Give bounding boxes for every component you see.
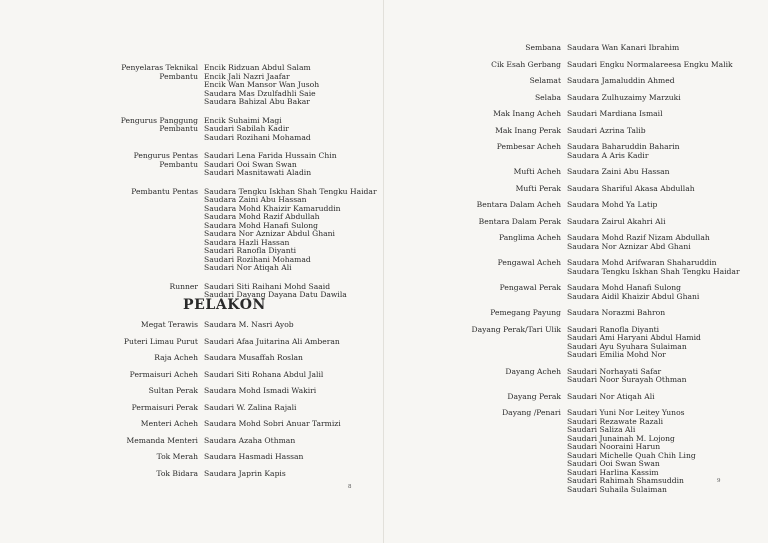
credit-name: Saudari Saliza Ali bbox=[567, 425, 636, 434]
credit-names bbox=[567, 185, 768, 194]
credit-name: Saudara Nor Aznizar Abdul Ghani bbox=[204, 229, 335, 238]
credit-row bbox=[384, 201, 768, 210]
credit-role: Pembantu bbox=[159, 71, 198, 81]
credit-role: Pembantu Pentas bbox=[131, 186, 198, 196]
credit-name: Saudari Suhaila Sulaiman bbox=[567, 484, 667, 494]
credit-row bbox=[0, 371, 383, 380]
credit-names bbox=[204, 437, 383, 446]
credit-names bbox=[204, 338, 383, 347]
credit-role: Dayang Acheh bbox=[505, 366, 561, 376]
credit-names bbox=[567, 234, 768, 251]
cast-heading: PELAKON bbox=[183, 297, 266, 313]
credit-role: Sembana bbox=[525, 43, 561, 52]
credit-name: Saudara Mohd Khaizir Kamaruddin bbox=[204, 203, 341, 213]
credit-name: Saudari Sabilah Kadir bbox=[204, 124, 289, 133]
credit-names bbox=[204, 354, 383, 363]
credit-name: Encik Suhaimi Magi bbox=[204, 115, 282, 125]
credit-row bbox=[384, 185, 768, 194]
credit-names bbox=[567, 44, 768, 53]
credit-name: Saudari Ami Haryani Abdul Hamid bbox=[567, 333, 701, 342]
credit-names bbox=[567, 201, 768, 210]
credit-role: Permaisuri Acheh bbox=[129, 369, 198, 379]
credit-name: Saudara Japrin Kapis bbox=[204, 468, 286, 478]
credit-row bbox=[384, 393, 768, 402]
credit-role: Selaba bbox=[534, 92, 561, 102]
credit-role: Sultan Perak bbox=[148, 386, 198, 395]
credit-name: Encik Jali Nazri Jaafar bbox=[204, 71, 290, 81]
credit-row bbox=[384, 234, 768, 251]
credit-row bbox=[0, 420, 383, 429]
cast-list-right bbox=[384, 44, 768, 494]
credit-name: Encik Wan Mansor Wan Jusoh bbox=[204, 80, 320, 89]
credit-name: Saudara Mohd Ya Latip bbox=[567, 200, 658, 209]
credit-row bbox=[384, 44, 768, 53]
credit-name: Saudari Nor Atiqah Ali bbox=[204, 263, 292, 272]
page-number-left: 8 bbox=[348, 484, 352, 490]
credit-names bbox=[567, 259, 768, 276]
credit-names bbox=[567, 409, 768, 494]
credit-names bbox=[204, 371, 383, 380]
credit-role: Pengawal Acheh bbox=[497, 258, 561, 267]
credit-row bbox=[0, 387, 383, 396]
credit-role: Dayang Perak/Tari Ulik bbox=[471, 324, 561, 334]
credit-name: Saudara Aidil Khaizir Abdul Ghani bbox=[567, 291, 700, 301]
credit-name: Saudara Mohd Razif Abdullah bbox=[204, 212, 320, 221]
credit-names bbox=[567, 94, 768, 103]
credit-name: Saudara Mas Dzulfadhli Saie bbox=[204, 88, 316, 98]
credit-name: Saudara Azaha Othman bbox=[204, 435, 296, 445]
credit-name: Saudari Rozihani Mohamad bbox=[204, 132, 311, 142]
credit-names bbox=[567, 110, 768, 119]
credit-name: Saudara Mohd Ismadi Wakiri bbox=[204, 386, 317, 395]
credit-row bbox=[384, 368, 768, 385]
credit-names bbox=[204, 404, 383, 413]
credit-names bbox=[567, 309, 768, 318]
credit-row bbox=[0, 470, 383, 479]
credit-name: Saudari Ranofla Diyanti bbox=[567, 324, 660, 334]
credit-row bbox=[384, 110, 768, 119]
credit-role: Pengurus Pentas bbox=[133, 151, 198, 160]
credit-role: Dayang /Penari bbox=[502, 408, 561, 417]
credit-row bbox=[0, 437, 383, 446]
credit-names bbox=[567, 284, 768, 301]
credit-names bbox=[567, 393, 768, 402]
credit-role: Pembesar Acheh bbox=[496, 142, 561, 151]
credit-name: Saudara Zairul Akahri Ali bbox=[567, 216, 666, 226]
credit-name: Saudari Nor Atiqah Ali bbox=[567, 391, 655, 401]
credit-name: Saudara Norazmi Bahron bbox=[567, 308, 666, 317]
credit-role: Tok Merah bbox=[156, 452, 198, 461]
credit-name: Saudara Jamaluddin Ahmed bbox=[567, 76, 675, 85]
credit-row bbox=[384, 168, 768, 177]
credit-name: Saudara Zulhuzaimy Marzuki bbox=[567, 92, 681, 102]
credit-name: Saudara Mohd Hanafi Sulong bbox=[204, 220, 318, 230]
right-page bbox=[384, 0, 768, 543]
credit-name: Saudari Lena Farida Hussain Chin bbox=[204, 151, 337, 160]
credit-role: Memanda Menteri bbox=[126, 435, 198, 445]
credit-role: Megat Terawis bbox=[140, 320, 198, 329]
credit-name: Saudari Harlina Kassim bbox=[567, 467, 659, 477]
credit-row bbox=[0, 73, 383, 107]
credit-name: Saudara Zaini Abu Hassan bbox=[567, 167, 670, 176]
credit-name: Saudara M. Nasri Ayob bbox=[204, 320, 294, 329]
credit-name: Saudari Emilia Mohd Nor bbox=[567, 350, 666, 359]
credit-names bbox=[567, 168, 768, 177]
credit-names bbox=[204, 420, 383, 429]
credit-row bbox=[384, 77, 768, 86]
credit-role: Pengurus Panggung bbox=[120, 115, 198, 125]
credit-role: Puteri Limau Purut bbox=[123, 336, 198, 346]
credit-name: Saudari Ooi Swan Swan bbox=[567, 459, 660, 468]
credit-name: Saudari Junainah M. Lojong bbox=[567, 433, 675, 443]
credit-role: Pembantu bbox=[159, 159, 198, 169]
credit-name: Saudara Hazli Hassan bbox=[204, 237, 290, 247]
credit-name: Saudari Norhayati Safar bbox=[567, 366, 662, 376]
credit-row bbox=[0, 321, 383, 330]
credit-role: Menteri Acheh bbox=[140, 419, 198, 428]
credit-role: Runner bbox=[169, 281, 198, 291]
credit-names bbox=[567, 77, 768, 86]
credit-names bbox=[204, 470, 383, 479]
credit-names bbox=[567, 61, 768, 70]
credit-row bbox=[384, 127, 768, 136]
credit-names bbox=[204, 73, 383, 107]
credit-name: Saudari Siti Raihani Mohd Saaid bbox=[204, 281, 331, 291]
credit-names bbox=[204, 188, 383, 273]
credit-names bbox=[567, 326, 768, 360]
credit-name: Saudari Masnitawati Aladin bbox=[204, 168, 312, 177]
credit-name: Saudara Nor Aznizar Abd Ghani bbox=[567, 241, 691, 251]
credit-names bbox=[204, 125, 383, 142]
credit-name: Saudari Siti Rohana Abdul Jalil bbox=[204, 369, 324, 379]
credit-role: Raja Acheh bbox=[154, 353, 198, 362]
credit-row bbox=[384, 61, 768, 70]
credit-name: Saudari Rahimah Shamsuddin bbox=[567, 476, 684, 485]
credit-name: Saudara A Aris Kadir bbox=[567, 150, 649, 160]
credit-names bbox=[567, 127, 768, 136]
credit-row bbox=[0, 354, 383, 363]
credit-role: Pemegang Payung bbox=[490, 308, 561, 317]
credit-row bbox=[0, 125, 383, 142]
credit-role: Mak Inang Acheh bbox=[493, 109, 561, 118]
credit-name: Saudara Mohd Arifwaran Shaharuddin bbox=[567, 258, 717, 267]
credit-row bbox=[384, 259, 768, 276]
credit-name: Saudara Zaini Abu Hassan bbox=[204, 195, 307, 204]
credit-name: Saudari Nooraini Harun bbox=[567, 442, 661, 451]
credit-role: Bentara Dalam Acheh bbox=[476, 200, 561, 209]
credit-names bbox=[204, 453, 383, 462]
credit-name: Saudara Bahizal Abu Bakar bbox=[204, 97, 310, 106]
credit-name: Encik Ridzuan Abdul Salam bbox=[204, 63, 311, 72]
crew-list bbox=[0, 64, 383, 300]
page-number-right: 9 bbox=[717, 478, 721, 484]
credit-role: Dayang Perak bbox=[507, 391, 561, 401]
credit-role: Permaisuri Perak bbox=[131, 402, 198, 412]
credit-role: Mak Inang Perak bbox=[495, 125, 561, 135]
credit-role: Bentara Dalam Perak bbox=[478, 216, 561, 226]
credit-name: Saudari W. Zalina Rajali bbox=[204, 402, 297, 412]
credit-name: Saudara Shariful Akasa Abdullah bbox=[567, 183, 695, 193]
credit-role: Panglima Acheh bbox=[498, 233, 561, 242]
credit-name: Saudara Tengku Iskhan Shah Tengku Haidar bbox=[204, 186, 377, 196]
credit-name: Saudara Tengku Iskhan Shah Tengku Haidar bbox=[567, 266, 740, 276]
credit-name: Saudara Musaffah Roslan bbox=[204, 353, 303, 362]
credit-name: Saudara Mohd Sobri Anuar Tarmizi bbox=[204, 419, 341, 428]
credit-name: Saudari Rezawate Razali bbox=[567, 416, 664, 426]
credit-row bbox=[0, 338, 383, 347]
credit-row bbox=[384, 218, 768, 227]
credit-name: Saudari Mardiana Ismail bbox=[567, 109, 663, 118]
credit-name: Saudari Engku Normalareesa Engku Malik bbox=[567, 59, 733, 69]
credit-role: Penyelaras Teknikal bbox=[121, 63, 198, 72]
credit-name: Saudara Mohd Razif Nizam Abdullah bbox=[567, 233, 710, 242]
left-page bbox=[0, 0, 383, 543]
credit-name: Saudara Wan Kanari Ibrahim bbox=[567, 43, 680, 52]
credit-names bbox=[204, 161, 383, 178]
credit-row bbox=[0, 404, 383, 413]
credit-name: Saudara Hasmadi Hassan bbox=[204, 452, 304, 461]
credit-row bbox=[384, 143, 768, 160]
credit-role: Pembantu bbox=[159, 124, 198, 133]
credit-name: Saudari Rozihani Mohamad bbox=[204, 254, 311, 264]
credit-row bbox=[0, 188, 383, 273]
credit-name: Saudari Dayang Dayana Datu Dawila bbox=[204, 290, 347, 299]
credit-name: Saudari Ooi Swan Swan bbox=[204, 159, 297, 169]
credit-name: Saudari Ranofla Diyanti bbox=[204, 246, 297, 255]
credit-role: Tok Bidara bbox=[156, 468, 198, 478]
credit-row bbox=[384, 284, 768, 301]
credit-role: Cik Esah Gerbang bbox=[491, 59, 561, 69]
credit-name: Saudara Baharuddin Baharin bbox=[567, 142, 680, 151]
credit-role: Mufti Perak bbox=[515, 183, 561, 193]
credit-role: Mufti Acheh bbox=[513, 167, 561, 176]
credit-row bbox=[384, 409, 768, 494]
credit-row bbox=[0, 161, 383, 178]
credit-name: Saudari Yuni Nor Leitey Yunos bbox=[567, 408, 685, 417]
credit-names bbox=[204, 321, 383, 330]
credit-names bbox=[204, 387, 383, 396]
credit-role: Pengawal Perak bbox=[499, 283, 561, 292]
credit-name: Saudari Afaa Juitarina Ali Amberan bbox=[204, 336, 340, 346]
credit-name: Saudari Michelle Quah Chih Ling bbox=[567, 450, 696, 460]
credit-row bbox=[384, 326, 768, 360]
credit-role: Selamat bbox=[529, 76, 561, 85]
credit-name: Saudari Noor Surayah Othman bbox=[567, 375, 687, 384]
credit-row bbox=[384, 309, 768, 318]
credit-name: Saudari Ayu Syuhara Sulaiman bbox=[567, 341, 687, 351]
credit-names bbox=[567, 143, 768, 160]
credit-names bbox=[567, 218, 768, 227]
credit-row bbox=[384, 94, 768, 103]
credit-names bbox=[567, 368, 768, 385]
credit-row bbox=[0, 453, 383, 462]
credit-name: Saudari Azrina Talib bbox=[567, 125, 646, 135]
cast-list-left bbox=[0, 321, 383, 478]
credit-name: Saudara Mohd Hanafi Sulong bbox=[567, 283, 681, 292]
